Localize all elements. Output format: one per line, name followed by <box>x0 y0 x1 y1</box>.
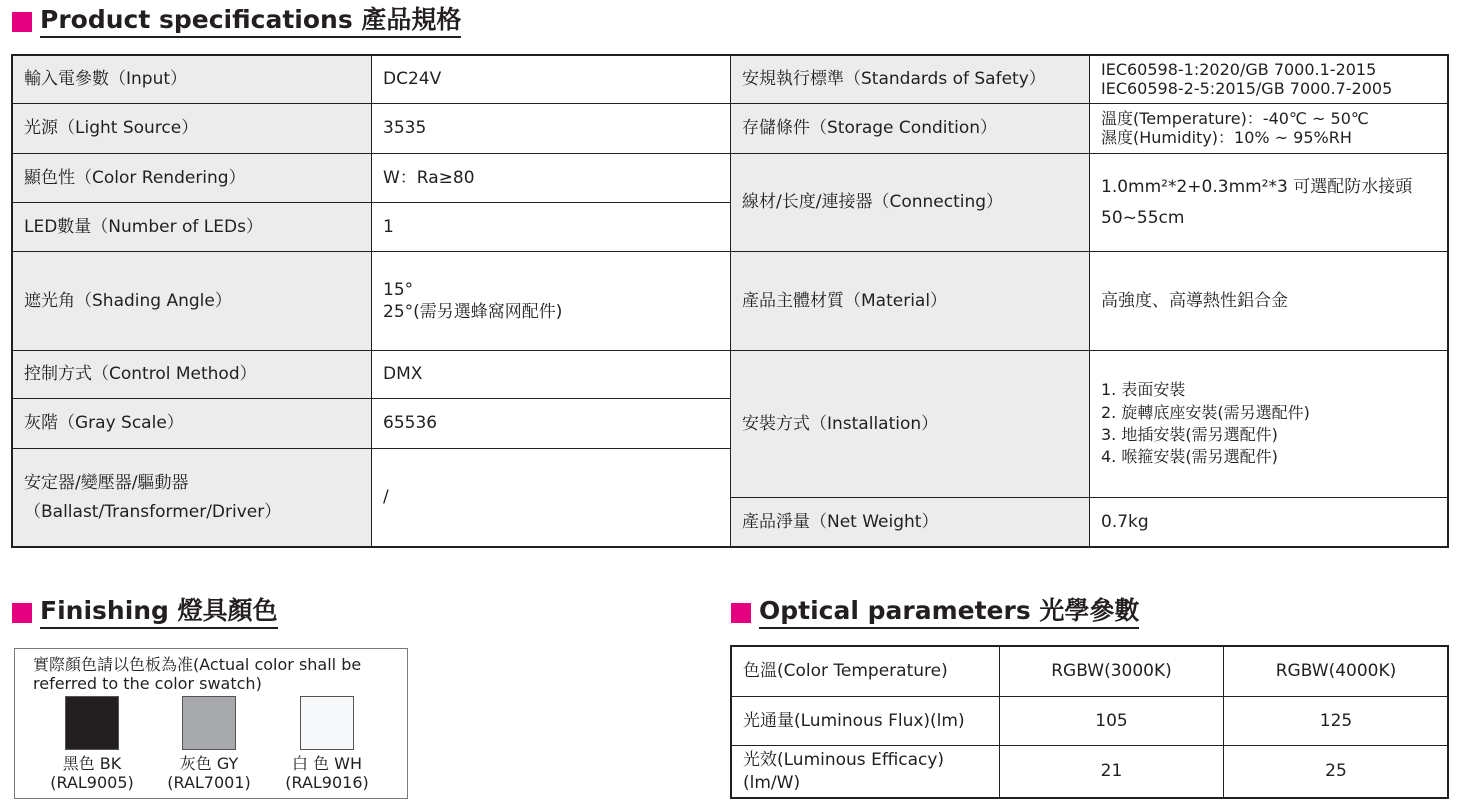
spec-label-light-source: 光源（Light Source） <box>12 103 372 154</box>
spec-value-shading-angle <box>371 251 731 351</box>
swatch-white-label <box>272 754 382 792</box>
connecting-line: 1.0mm²*2+0.3mm²*3 可選配防水接頭 <box>1101 177 1413 198</box>
product-specs-title: Product specifications 產品規格 <box>40 5 461 38</box>
storage-line: 濕度(Humidity)：10% ~ 95%RH <box>1101 127 1352 147</box>
product-specs-heading <box>12 5 461 38</box>
optical-heading <box>731 596 1139 629</box>
spec-value-led-count: 1 <box>371 202 731 252</box>
swatch-code: (RAL9016) <box>285 773 369 792</box>
installation-line: 4. 喉箍安裝(需另選配件) <box>1101 447 1278 467</box>
finishing-heading <box>12 596 278 629</box>
spec-label-safety-standards: 安規執行標準（Standards of Safety） <box>730 55 1090 104</box>
swatch-black <box>65 696 119 750</box>
connecting-line: 50~55cm <box>1101 207 1185 228</box>
spec-label-driver <box>12 448 372 547</box>
swatch-gray-label <box>154 754 264 792</box>
spec-label-control-method: 控制方式（Control Method） <box>12 350 372 399</box>
driver-label-line: 安定器/變壓器/驅動器 <box>24 473 189 494</box>
spec-value-control-method: DMX <box>371 350 731 399</box>
installation-line: 1. 表面安裝 <box>1101 380 1186 400</box>
optical-efficacy-4000k: 25 <box>1223 745 1449 798</box>
finishing-title: Finishing 燈具顏色 <box>40 596 278 629</box>
spec-value-storage <box>1089 103 1449 154</box>
spec-value-installation <box>1089 350 1449 498</box>
spec-label-gray-scale: 灰階（Gray Scale） <box>12 398 372 449</box>
optical-row-label-efficacy: 光效(Luminous Efficacy)(lm/W) <box>731 745 1000 798</box>
swatch-name: 白 色 WH <box>291 754 363 773</box>
spec-value-gray-scale: 65536 <box>371 398 731 449</box>
optical-flux-3000k: 105 <box>999 696 1224 746</box>
safety-standard-line: IEC60598-2-5:2015/GB 7000.7-2005 <box>1101 78 1393 98</box>
heading-marker <box>731 603 751 623</box>
spec-value-material: 高強度、高導熱性鋁合金 <box>1089 251 1449 351</box>
optical-header-3000k: RGBW(3000K) <box>999 646 1224 697</box>
shading-angle-line: 15° <box>383 279 414 300</box>
swatch-name: 灰色 GY <box>179 754 239 773</box>
storage-line: 溫度(Temperature)：-40℃ ~ 50℃ <box>1101 109 1369 129</box>
spec-value-color-rendering: W：Ra≥80 <box>371 153 731 203</box>
swatch-name: 黑色 BK <box>62 754 122 773</box>
swatch-black-label <box>37 754 147 792</box>
optical-row-label-flux: 光通量(Luminous Flux)(lm) <box>731 696 1000 746</box>
spec-label-input: 輸入電參數（Input） <box>12 55 372 104</box>
swatch-gray <box>182 696 236 750</box>
spec-label-storage: 存儲條件（Storage Condition） <box>730 103 1090 154</box>
swatch-code: (RAL7001) <box>167 773 251 792</box>
spec-label-material: 產品主體材質（Material） <box>730 251 1090 351</box>
heading-marker <box>12 12 32 32</box>
optical-flux-4000k: 125 <box>1223 696 1449 746</box>
spec-value-net-weight: 0.7kg <box>1089 497 1449 547</box>
safety-standard-line: IEC60598-1:2020/GB 7000.1-2015 <box>1101 60 1377 80</box>
spec-label-color-rendering: 顯色性（Color Rendering） <box>12 153 372 203</box>
optical-header-label: 色溫(Color Temperature) <box>731 646 1000 697</box>
spec-label-installation: 安裝方式（Installation） <box>730 350 1090 498</box>
spec-value-driver: / <box>371 448 731 547</box>
spec-value-light-source: 3535 <box>371 103 731 154</box>
spec-label-connecting: 線材/长度/連接器（Connecting） <box>730 153 1090 252</box>
spec-value-connecting <box>1089 153 1449 252</box>
spec-label-shading-angle: 遮光角（Shading Angle） <box>12 251 372 351</box>
spec-label-led-count: LED數量（Number of LEDs） <box>12 202 372 252</box>
swatch-white <box>300 696 354 750</box>
finishing-box <box>14 648 408 799</box>
optical-title: Optical parameters 光學參數 <box>759 596 1139 629</box>
spec-label-net-weight: 產品淨量（Net Weight） <box>730 497 1090 547</box>
installation-line: 3. 地插安裝(需另選配件) <box>1101 425 1278 444</box>
swatch-code: (RAL9005) <box>50 773 134 792</box>
optical-efficacy-3000k: 21 <box>999 745 1224 798</box>
spec-value-input: DC24V <box>371 55 731 104</box>
color-swatch-note: 實際顏色請以色板為准(Actual color shall be referred to the color swatch) <box>33 655 362 693</box>
driver-label-line: （Ballast/Transformer/Driver） <box>24 501 282 522</box>
spec-value-safety-standards <box>1089 55 1449 104</box>
installation-line: 2. 旋轉底座安裝(需另選配件) <box>1101 402 1310 422</box>
heading-marker <box>12 603 32 623</box>
optical-header-4000k: RGBW(4000K) <box>1223 646 1449 697</box>
shading-angle-line: 25°(需另選蜂窩网配件) <box>383 302 563 322</box>
